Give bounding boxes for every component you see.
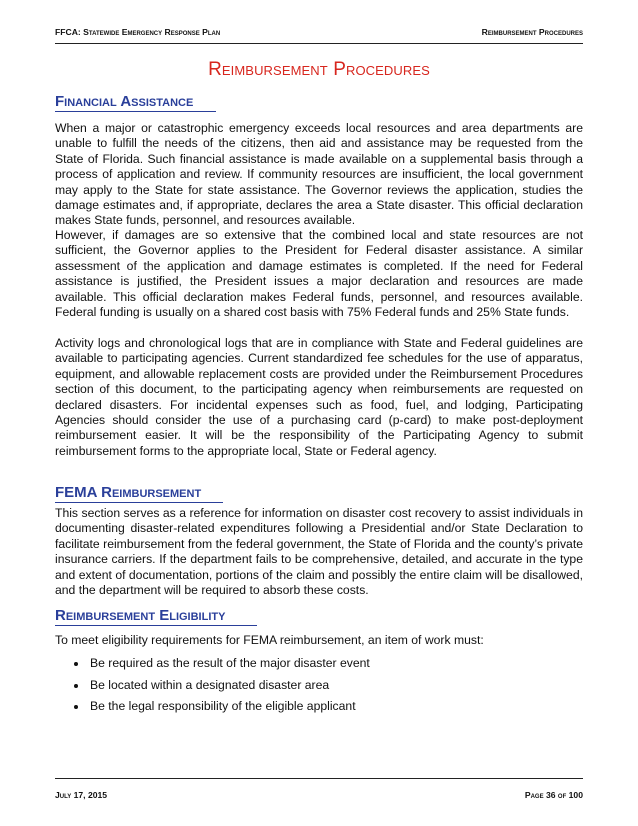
paragraph-financial-3: Activity logs and chronological logs that are in compliance with State and Federal guidelines are available to participating agencies. Current standardized fee schedules for the use of apparatus, equipment, and allowable replacement costs are provided under the Reimbursement Procedures section of this document, to the participating agency when reimbursements are requested on declared disasters. For incidental expenses such as food, fuel, and lodging, Participating Agencies should consider the use of a purchasing card (p-card) to make post-deployment reimbursement easier. It will be the responsibility of the Participating Agency to submit reimbursement forms to the appropriate local, State or Federal agency.: [55, 336, 583, 458]
page-footer: [55, 790, 583, 804]
heading-fema-reimbursement: [55, 484, 201, 501]
heading-reimbursement-eligibility: [55, 607, 225, 624]
footer-page-number: Page 36 of 100: [524, 790, 583, 800]
header-rule: [55, 43, 583, 44]
footer-date: July 17, 2015: [55, 790, 108, 800]
heading-underline: [55, 111, 216, 112]
page-title: Reimbursement Procedures: [208, 59, 430, 80]
header-left-text: FFCA: Statewide Emergency Response Plan: [55, 27, 221, 37]
paragraph-fema-1: This section serves as a reference for information on disaster cost recovery to assist individuals in documenting disaster-related expenditures following a Presidential and/or State Declaration to facilitate reimbursement from the federal government, the State of Florida and the county’s private insurance carriers. If the department fails to be comprehensive, detailed, and accurate in the type and extent of documentation, portions of the claim and possibly the entire claim will be disallowed, and the department will be required to absorb these costs.: [55, 506, 583, 598]
heading-underline: [55, 502, 223, 503]
list-item-text: Be required as the result of the major disaster event: [90, 656, 370, 670]
footer-rule: [55, 778, 583, 779]
list-item-text: Be the legal responsibility of the eligible applicant: [90, 699, 356, 713]
bullet-dot: [74, 684, 78, 688]
heading-reimbursement-eligibility-text: Reimbursement Eligibility: [55, 607, 226, 624]
bullet-dot: [74, 662, 78, 666]
paragraph-eligibility-intro: To meet eligibility requirements for FEMA reimbursement, an item of work must:: [55, 633, 484, 647]
paragraph-financial-1: When a major or catastrophic emergency exceeds local resources and area departments are unable to fulfill the needs of the citizens, then aid and assistance may be requested from the State of Florida. Such financial assistance is made available on a supplemental basis through a process of application and review. If community resources are insufficient, the local government may apply to the State for state assistance. The Governor reviews the application, studies the damage estimates and, if appropriate, declares the area a State disaster. This official declaration makes State funds, personnel, and resources available.: [55, 121, 583, 228]
heading-financial-assistance-text: Financial Assistance: [55, 93, 194, 110]
heading-fema-reimbursement-text: FEMA Reimbursement: [55, 484, 202, 501]
list-item-text: Be located within a designated disaster area: [90, 678, 330, 692]
header-right-text: Reimbursement Procedures: [481, 27, 583, 37]
paragraph-financial-2: However, if damages are so extensive that the combined local and state resources are not sufficient, the Governor applies to the President for Federal disaster assistance. A similar assessment of the application and damage estimates is completed. If the need for Federal assistance is justified, the President issues a major declaration and resources are made available. This official declaration makes Federal funds, personnel, and resources available. Federal funding is usually on a shared cost basis with 75% Federal funds and 25% State funds.: [55, 228, 583, 320]
heading-underline: [55, 625, 257, 626]
bullet-dot: [74, 705, 78, 709]
page-header: [55, 27, 583, 41]
heading-financial-assistance: [55, 93, 193, 110]
